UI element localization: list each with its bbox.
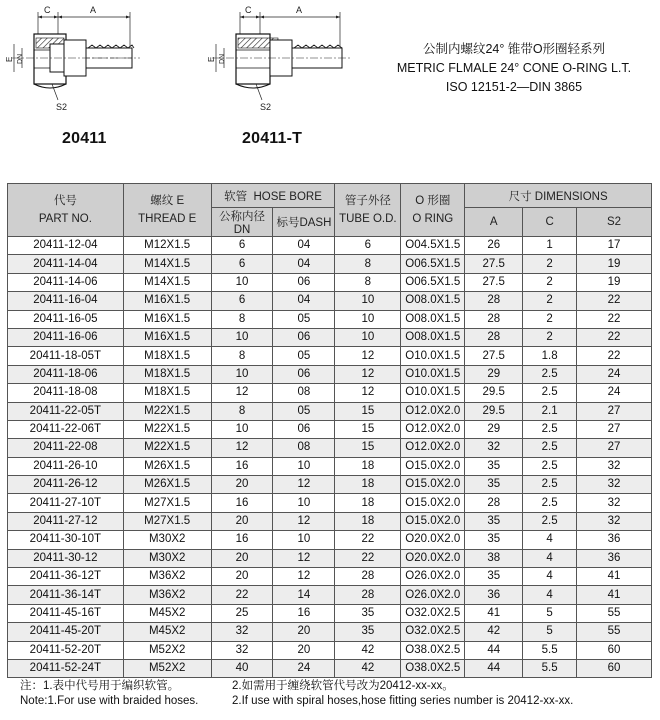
dn-cell: 6 [211,237,273,255]
dn-cell: 10 [211,328,273,346]
table-row [8,476,652,494]
header-dash: 标号DASH [273,208,335,237]
dim-a-cell: 44 [465,659,523,677]
dash-cell: 06 [273,328,335,346]
dim-s2-cell: 55 [577,604,652,622]
title-en: METRIC FLMALE 24° CONE O-RING L.T. [396,61,632,75]
tube-od-cell: 6 [335,237,401,255]
part-no-cell: 20411-16-04 [8,292,124,310]
thread-cell: M16X1.5 [123,310,211,328]
o-ring-cell: O10.0X1.5 [401,365,465,383]
dash-cell: 04 [273,237,335,255]
dash-cell: 12 [273,568,335,586]
dn-cell: 8 [211,347,273,365]
thread-cell: M18X1.5 [123,347,211,365]
part-no-cell: 20411-18-05T [8,347,124,365]
o-ring-cell: O12.0X2.0 [401,439,465,457]
dim-a-cell: 28 [465,292,523,310]
tube-od-cell: 10 [335,328,401,346]
part-no-cell: 20411-22-08 [8,439,124,457]
tube-od-cell: 28 [335,586,401,604]
part-no-cell: 20411-18-06 [8,365,124,383]
thread-cell: M22X1.5 [123,402,211,420]
dim-dn-label-2: DN [219,53,226,64]
drawing-20411 [5,5,140,112]
dim-c-cell: 5 [523,623,577,641]
part-no-cell: 20411-45-20T [8,623,124,641]
table-row [8,402,652,420]
dash-cell: 20 [273,641,335,659]
table-body [8,237,652,678]
dim-c-cell: 4 [523,549,577,567]
o-ring-cell: O15.0X2.0 [401,494,465,512]
part-no-cell: 20411-52-24T [8,659,124,677]
table-row [8,531,652,549]
dim-a-cell: 28 [465,328,523,346]
dim-a-cell: 27.5 [465,273,523,291]
o-ring-cell: O15.0X2.0 [401,476,465,494]
table-row [8,641,652,659]
thread-cell: M30X2 [123,549,211,567]
tube-od-cell: 28 [335,568,401,586]
note-cn-1: 注：1.表中代号用于编织软管。 [20,680,180,692]
dn-cell: 16 [211,531,273,549]
dim-s2-cell: 60 [577,641,652,659]
dim-s2-cell: 32 [577,512,652,530]
dn-cell: 22 [211,586,273,604]
tube-od-cell: 8 [335,255,401,273]
fitting-drawings [0,0,380,125]
dim-c-cell: 1.8 [523,347,577,365]
dim-c-cell: 5 [523,604,577,622]
o-ring-cell: O08.0X1.5 [401,310,465,328]
dn-cell: 12 [211,439,273,457]
dim-c-cell: 2.5 [523,494,577,512]
notes [20,679,574,709]
part-no-cell: 20411-16-05 [8,310,124,328]
part-no-cell: 20411-30-12 [8,549,124,567]
dash-cell: 05 [273,310,335,328]
o-ring-cell: O06.5X1.5 [401,255,465,273]
tube-od-cell: 12 [335,347,401,365]
tube-od-cell: 35 [335,623,401,641]
dim-a-cell: 28 [465,494,523,512]
dash-cell: 06 [273,365,335,383]
dim-s2-cell: 32 [577,457,652,475]
dim-s2-cell: 27 [577,439,652,457]
dim-s2-cell: 55 [577,623,652,641]
o-ring-cell: O38.0X2.5 [401,659,465,677]
dn-cell: 6 [211,292,273,310]
o-ring-cell: O12.0X2.0 [401,402,465,420]
o-ring-cell: O10.0X1.5 [401,347,465,365]
dim-c-cell: 2.5 [523,512,577,530]
table-row [8,273,652,291]
part-no-cell: 20411-36-12T [8,568,124,586]
dim-a-cell: 41 [465,604,523,622]
o-ring-cell: O20.0X2.0 [401,549,465,567]
table-row [8,292,652,310]
dim-s2-cell: 22 [577,328,652,346]
dim-c-cell: 5.5 [523,659,577,677]
dash-cell: 14 [273,586,335,604]
table-row [8,512,652,530]
table-row [8,623,652,641]
part-no-cell: 20411-26-12 [8,476,124,494]
part-no-cell: 20411-14-06 [8,273,124,291]
dim-s2-cell: 27 [577,402,652,420]
dim-s2-cell: 32 [577,494,652,512]
dash-cell: 05 [273,402,335,420]
o-ring-cell: O26.0X2.0 [401,586,465,604]
o-ring-cell: O38.0X2.5 [401,641,465,659]
thread-cell: M16X1.5 [123,292,211,310]
o-ring-cell: O32.0X2.5 [401,623,465,641]
tube-od-cell: 15 [335,439,401,457]
dash-cell: 10 [273,494,335,512]
o-ring-cell: O15.0X2.0 [401,512,465,530]
part-no-cell: 20411-27-12 [8,512,124,530]
part-no-cell: 20411-22-05T [8,402,124,420]
table-row [8,586,652,604]
dim-a-cell: 42 [465,623,523,641]
dim-a-cell: 27.5 [465,255,523,273]
table-row [8,328,652,346]
o-ring-cell: O10.0X1.5 [401,384,465,402]
dn-cell: 32 [211,623,273,641]
thread-cell: M12X1.5 [123,237,211,255]
dim-c-cell: 2 [523,255,577,273]
tube-od-cell: 15 [335,420,401,438]
part-no-cell: 20411-26-10 [8,457,124,475]
part-no-cell: 20411-12-04 [8,237,124,255]
header-hose-bore: 软管 HOSE BORE [211,184,335,208]
thread-cell: M26X1.5 [123,476,211,494]
dn-cell: 20 [211,549,273,567]
o-ring-cell: O12.0X2.0 [401,420,465,438]
tube-od-cell: 10 [335,292,401,310]
dn-cell: 32 [211,641,273,659]
part-number-20411-t: 20411-T [242,130,303,147]
tube-od-cell: 8 [335,273,401,291]
table-row [8,659,652,677]
dn-cell: 8 [211,402,273,420]
title-cn: 公制内螺纹24° 锥带O形圈轻系列 [422,42,606,56]
dim-c-cell: 2 [523,310,577,328]
dim-s2-cell: 60 [577,659,652,677]
tube-od-cell: 12 [335,384,401,402]
dim-a-cell: 44 [465,641,523,659]
thread-cell: M14X1.5 [123,255,211,273]
header-dn: 公称内径DN [211,208,273,237]
tube-od-cell: 10 [335,310,401,328]
part-no-cell: 20411-30-10T [8,531,124,549]
thread-cell: M18X1.5 [123,384,211,402]
dash-cell: 08 [273,384,335,402]
o-ring-cell: O26.0X2.0 [401,568,465,586]
part-no-cell: 20411-22-06T [8,420,124,438]
table-row [8,604,652,622]
tube-od-cell: 35 [335,604,401,622]
dim-c-cell: 2.5 [523,420,577,438]
dim-a-cell: 35 [465,512,523,530]
dim-a-cell: 29.5 [465,402,523,420]
header-part-no: 代号 PART NO. [8,184,124,237]
dim-c-cell: 2 [523,273,577,291]
dn-cell: 12 [211,384,273,402]
tube-od-cell: 42 [335,659,401,677]
tube-od-cell: 15 [335,402,401,420]
part-no-cell: 20411-16-06 [8,328,124,346]
dash-cell: 08 [273,439,335,457]
dim-c-cell: 5.5 [523,641,577,659]
part-number-20411: 20411 [62,130,107,147]
tube-od-cell: 22 [335,549,401,567]
table-row [8,347,652,365]
dim-s2-cell: 41 [577,568,652,586]
dim-a-cell: 35 [465,531,523,549]
dim-a-cell: 35 [465,457,523,475]
dim-e-label-2: E [207,56,216,62]
thread-cell: M26X1.5 [123,457,211,475]
table-row [8,365,652,383]
title-standard: ISO 12151-2—DIN 3865 [445,80,583,94]
dim-c-cell: 4 [523,586,577,604]
dn-cell: 25 [211,604,273,622]
table-row [8,439,652,457]
thread-cell: M45X2 [123,623,211,641]
dim-s2-cell: 36 [577,549,652,567]
dim-s2-cell: 24 [577,365,652,383]
dim-c-cell: 2.5 [523,457,577,475]
dim-s2-cell: 17 [577,237,652,255]
thread-cell: M52X2 [123,641,211,659]
dim-a-cell: 29 [465,365,523,383]
table-row [8,568,652,586]
tube-od-cell: 18 [335,512,401,530]
dash-cell: 12 [273,512,335,530]
dim-s2-cell: 22 [577,310,652,328]
dash-cell: 10 [273,457,335,475]
dim-c-cell: 2 [523,328,577,346]
header-c: C [523,208,577,237]
dim-s2-label-1: S2 [56,102,68,112]
tube-od-cell: 18 [335,476,401,494]
thread-cell: M16X1.5 [123,328,211,346]
dim-s2-cell: 22 [577,292,652,310]
thread-cell: M22X1.5 [123,420,211,438]
tube-od-cell: 42 [335,641,401,659]
header-a: A [465,208,523,237]
dash-cell: 12 [273,549,335,567]
dim-dn-label-1: DN [17,53,24,64]
dim-c-label-2: C [245,5,252,15]
dim-a-cell: 36 [465,586,523,604]
header-o-ring: O 形圈 O RING [401,184,465,237]
thread-cell: M30X2 [123,531,211,549]
dim-a-label-2: A [296,5,303,15]
dash-cell: 16 [273,604,335,622]
dash-cell: 20 [273,623,335,641]
table-row [8,549,652,567]
note-cn-2: 2.如需用于缠绕软管代号改为20412-xx-xx。 [232,680,454,692]
dim-a-cell: 28 [465,310,523,328]
o-ring-cell: O04.5X1.5 [401,237,465,255]
dim-s2-cell: 24 [577,384,652,402]
dash-cell: 04 [273,292,335,310]
thread-cell: M27X1.5 [123,494,211,512]
dn-cell: 20 [211,512,273,530]
dn-cell: 10 [211,273,273,291]
dim-s2-cell: 41 [577,586,652,604]
o-ring-cell: O06.5X1.5 [401,273,465,291]
header-s2: S2 [577,208,652,237]
dim-s2-label-2: S2 [260,102,272,112]
header-dimensions: 尺寸 DIMENSIONS [465,184,652,208]
dash-cell: 10 [273,531,335,549]
dn-cell: 10 [211,420,273,438]
thread-cell: M22X1.5 [123,439,211,457]
part-no-cell: 20411-27-10T [8,494,124,512]
drawing-20411-t [207,5,350,112]
header-tube-od: 管子外径 TUBE O.D. [335,184,401,237]
dim-s2-cell: 36 [577,531,652,549]
part-no-cell: 20411-14-04 [8,255,124,273]
thread-cell: M52X2 [123,659,211,677]
dim-c-cell: 4 [523,568,577,586]
dim-a-cell: 35 [465,568,523,586]
dn-cell: 16 [211,494,273,512]
dim-s2-cell: 19 [577,255,652,273]
table-row [8,310,652,328]
tube-od-cell: 12 [335,365,401,383]
dash-cell: 04 [273,255,335,273]
table-row [8,237,652,255]
thread-cell: M45X2 [123,604,211,622]
series-title [384,40,644,97]
dim-c-cell: 2 [523,292,577,310]
dim-s2-cell: 22 [577,347,652,365]
part-no-cell: 20411-45-16T [8,604,124,622]
dim-c-label-1: C [44,5,51,15]
dn-cell: 40 [211,659,273,677]
dim-s2-cell: 27 [577,420,652,438]
o-ring-cell: O20.0X2.0 [401,531,465,549]
o-ring-cell: O08.0X1.5 [401,328,465,346]
tube-od-cell: 22 [335,531,401,549]
dash-cell: 12 [273,476,335,494]
dim-c-cell: 4 [523,531,577,549]
o-ring-cell: O08.0X1.5 [401,292,465,310]
dim-c-cell: 1 [523,237,577,255]
header-thread: 螺纹 E THREAD E [123,184,211,237]
table-row [8,457,652,475]
dim-c-cell: 2.5 [523,476,577,494]
dash-cell: 24 [273,659,335,677]
dim-a-label-1: A [90,5,97,15]
part-no-cell: 20411-18-08 [8,384,124,402]
dim-a-cell: 29 [465,420,523,438]
table-row [8,384,652,402]
thread-cell: M14X1.5 [123,273,211,291]
dn-cell: 20 [211,476,273,494]
thread-cell: M18X1.5 [123,365,211,383]
dn-cell: 8 [211,310,273,328]
dim-c-cell: 2.1 [523,402,577,420]
tube-od-cell: 18 [335,494,401,512]
dn-cell: 6 [211,255,273,273]
dimensions-table [7,183,652,678]
part-no-cell: 20411-52-20T [8,641,124,659]
o-ring-cell: O32.0X2.5 [401,604,465,622]
tube-od-cell: 18 [335,457,401,475]
thread-cell: M27X1.5 [123,512,211,530]
dn-cell: 16 [211,457,273,475]
dim-a-cell: 32 [465,439,523,457]
part-no-cell: 20411-36-14T [8,586,124,604]
thread-cell: M36X2 [123,568,211,586]
dim-a-cell: 26 [465,237,523,255]
dim-c-cell: 2.5 [523,384,577,402]
dim-s2-cell: 32 [577,476,652,494]
dim-a-cell: 27.5 [465,347,523,365]
o-ring-cell: O15.0X2.0 [401,457,465,475]
dim-s2-cell: 19 [577,273,652,291]
dash-cell: 06 [273,273,335,291]
dim-c-cell: 2.5 [523,365,577,383]
dim-e-label-1: E [5,56,14,62]
dim-c-cell: 2.5 [523,439,577,457]
dn-cell: 10 [211,365,273,383]
table-row [8,255,652,273]
dim-a-cell: 38 [465,549,523,567]
note-en-1: Note:1.For use with braided hoses. [20,695,199,707]
dash-cell: 06 [273,420,335,438]
dash-cell: 05 [273,347,335,365]
table-row [8,494,652,512]
thread-cell: M36X2 [123,586,211,604]
table-row [8,420,652,438]
dim-a-cell: 35 [465,476,523,494]
dim-a-cell: 29.5 [465,384,523,402]
dn-cell: 20 [211,568,273,586]
note-en-2: 2.If use with spiral hoses,hose fitting series number is 20412-xx-xx. [232,695,574,707]
